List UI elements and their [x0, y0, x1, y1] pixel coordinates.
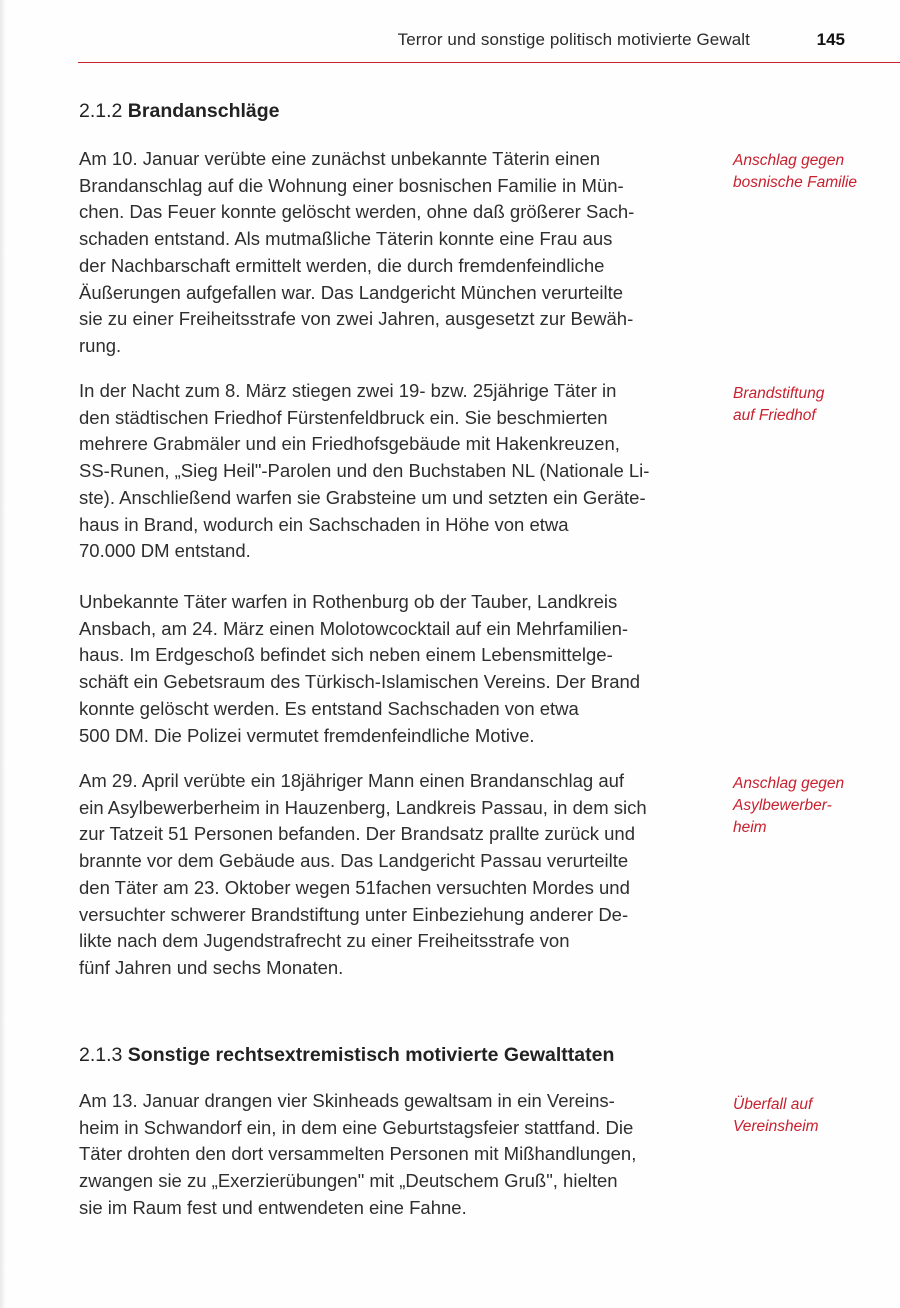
running-header	[80, 30, 875, 56]
page-edge-shadow	[0, 0, 6, 1308]
section-number: 2.1.2	[79, 100, 123, 122]
paragraph-asylbewerberheim: Am 29. April verübte ein 18jähriger Mann einen Brandanschlag auf ein Asylbewerberheim in Hauzenberg, Landkreis Passau, in dem sich zur Tatzeit 51 Personen befanden. Der Brandsatz prallte zurück und brannte vor dem Gebäude aus. Das Landgericht Passau verurteilte den Täter am 23. Oktober wegen 51fachen versuchten Mordes und versuchter schwerer Brandstiftung unter Einbeziehung anderer De- likte nach dem Jugendstrafrecht zu einer Freiheitsstrafe von fünf Jahren und sechs Monaten.	[79, 770, 647, 978]
section-number: 2.1.3	[79, 1044, 123, 1066]
section-heading-sonstige-gewalttaten	[79, 1044, 614, 1067]
margin-note-asylbewerberheim: Anschlag gegen Asylbewerber- heim	[733, 775, 845, 836]
section-title: Brandanschläge	[127, 100, 280, 122]
running-header-title: Terror und sonstige politisch motivierte Gewalt	[397, 30, 750, 49]
paragraph-rothenburg: Unbekannte Täter warfen in Rothenburg ob der Tauber, Landkreis Ansbach, am 24. März einen Molotowcocktail auf ein Mehrfamilien- haus. Im Erdgeschoß befindet sich neben einem Lebensmittelge- schäft ein Gebetsraum des Türkisch-Islamischen Vereins. Der Brand konnte gelöscht werden. Es entstand Sachschaden von etwa 500 DM. Die Polizei vermutet fremdenfeindliche Motive.	[79, 591, 641, 746]
paragraph-vereinsheim: Am 13. Januar drangen vier Skinheads gewaltsam in ein Vereins- heim in Schwandorf ein, in dem eine Geburtstagsfeier stattfand. Die Täter drohten den dort versammelten Personen mit Mißhandlungen, zwangen sie zu „Exerzierübungen" mit „Deutschem Gruß", hielten sie im Raum fest und entwendeten eine Fahne.	[79, 1090, 637, 1218]
section-heading-brandanschlaege	[79, 100, 280, 123]
margin-note-bosnische-familie: Anschlag gegen bosnische Familie	[733, 152, 858, 191]
margin-note-vereinsheim: Überfall auf Vereinsheim	[733, 1096, 819, 1135]
paragraph-bosnische-familie: Am 10. Januar verübte eine zunächst unbekannte Täterin einen Brandanschlag auf die Wohnung einer bosnischen Familie in Mün- chen. Das Feuer konnte gelöscht werden, ohne daß größerer Sach- schaden entstand. Als mutmaßliche Täterin konnte eine Frau aus der Nachbarschaft ermittelt werden, die durch fremdenfeindliche Äußerungen aufgefallen war. Das Landgericht München verurteilte sie zu einer Freiheitsstrafe von zwei Jahren, ausgesetzt zur Bewäh- rung.	[79, 148, 635, 356]
paragraph-friedhof: In der Nacht zum 8. März stiegen zwei 19- bzw. 25jährige Täter in den städtischen Friedhof Fürstenfeldbruck ein. Sie beschmierten mehrere Grabmäler und ein Friedhofsgebäude mit Hakenkreuzen, SS-Runen, „Sieg Heil"-Parolen und den Buchstaben NL (Nationale Li- ste). Anschließend warfen sie Grabsteine um und setzten ein Geräte- haus in Brand, wodurch ein Sachschaden in Höhe von etwa 70.000 DM entstand.	[79, 380, 650, 562]
page-number: 145	[816, 30, 845, 49]
margin-note-friedhof: Brandstiftung auf Friedhof	[733, 385, 825, 424]
header-divider	[78, 62, 900, 63]
section-title: Sonstige rechtsextremistisch motivierte Gewalttaten	[127, 1044, 615, 1066]
